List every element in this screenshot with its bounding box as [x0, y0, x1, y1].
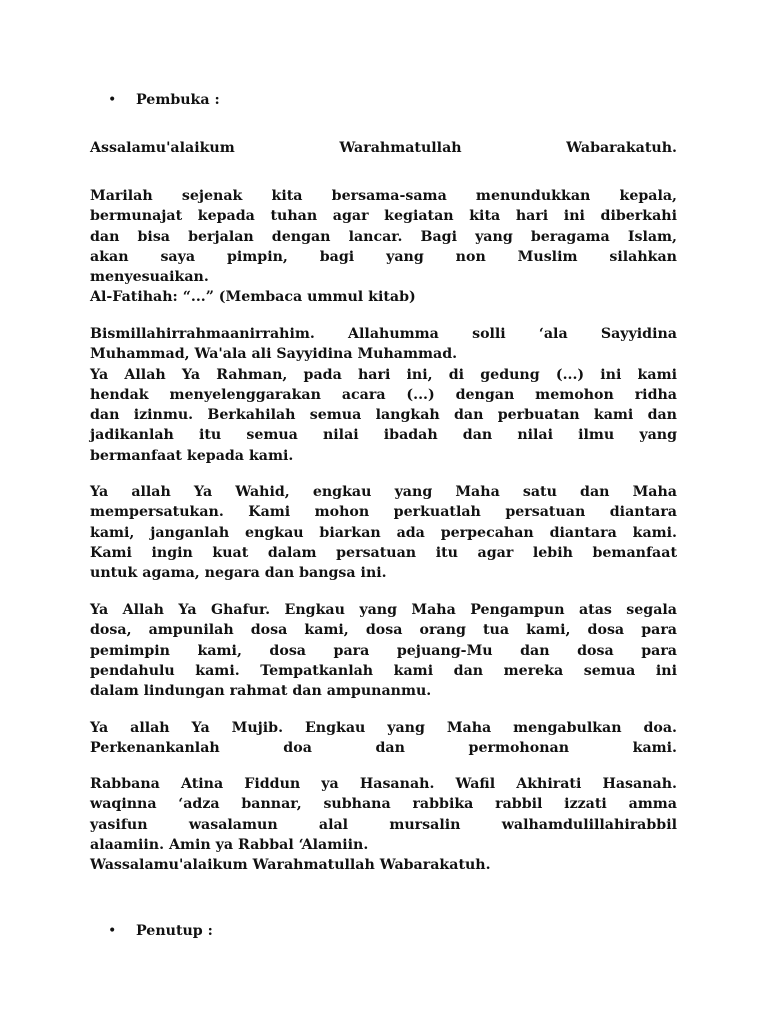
- text-line: Ya Allah Ya Ghafur. Engkau yang Maha Pengampun atas segala: [90, 602, 677, 618]
- text-line: pemimpin kami, dosa para pejuang-Mu dan dosa para: [90, 642, 677, 659]
- text-line: Muhammad, Wa'ala ali Sayyidina Muhammad.: [90, 346, 458, 363]
- paragraph-ya-rahman: [90, 324, 677, 466]
- closing-heading: Penutup :: [136, 923, 213, 939]
- text-line: mempersatukan. Kami mohon perkuatlah persatuan diantara: [90, 504, 677, 521]
- text-line: waqinna ‘adza bannar, subhana rabbika rabbil izzati amma: [90, 796, 677, 813]
- text-line: Bismillahirrahmaanirrahim. Allahumma solli ‘ala Sayyidina: [90, 326, 677, 342]
- text-line: Wassalamu'alaikum Warahmatullah Wabarakatuh.: [90, 857, 491, 874]
- paragraph-ya-ghafur: [90, 600, 677, 701]
- text-line: Ya allah Ya Mujib. Engkau yang Maha mengabulkan doa.: [90, 720, 677, 736]
- greeting-line: Assalamu'alaikum Warahmatullah Wabarakatuh.: [90, 140, 677, 156]
- text-line: pendahulu kami. Tempatkanlah kami dan mereka semua ini: [90, 662, 677, 679]
- text-line: jadikanlah itu semua nilai ibadah dan nilai ilmu yang: [90, 427, 677, 444]
- text-line: Al-Fatihah: “...” (Membaca ummul kitab): [90, 289, 416, 306]
- text-line: Rabbana Atina Fiddun ya Hasanah. Wafil Akhirati Hasanah.: [90, 776, 677, 792]
- text-line: bermunajat kepada tuhan agar kegiatan kita hari ini diberkahi: [90, 208, 677, 225]
- text-line: Ya allah Ya Wahid, engkau yang Maha satu dan Maha: [90, 484, 677, 500]
- bullet-closing: [108, 921, 213, 941]
- text-line: bermanfaat kepada kami.: [90, 447, 294, 464]
- text-line: Marilah sejenak kita bersama-sama menundukkan kepala,: [90, 188, 677, 204]
- text-line: kami, janganlah engkau biarkan ada perpecahan diantara kami.: [90, 524, 677, 541]
- text-line: menyesuaikan.: [90, 269, 209, 286]
- paragraph-invitation: [90, 186, 677, 308]
- text-line: Perkenankanlah doa dan permohonan kami.: [90, 740, 677, 757]
- text-line: akan saya pimpin, bagi yang non Muslim silahkan: [90, 248, 677, 265]
- opening-heading: Pembuka :: [136, 92, 220, 108]
- text-line: Kami ingin kuat dalam persatuan itu agar lebih bemanfaat: [90, 544, 677, 561]
- text-line: hendak menyelenggarakan acara (...) dengan memohon ridha: [90, 386, 677, 403]
- paragraph-closing-prayer: [90, 774, 677, 875]
- bullet-dot-icon: •: [108, 92, 117, 108]
- paragraph-ya-wahid: [90, 482, 677, 583]
- text-line: dosa, ampunilah dosa kami, dosa orang tua kami, dosa para: [90, 622, 677, 639]
- text-line: yasifun wasalamun alal mursalin walhamdulillahirabbil: [90, 816, 677, 833]
- text-line: alaamiin. Amin ya Rabbal ‘Alamiin.: [90, 836, 369, 853]
- text-line: untuk agama, negara dan bangsa ini.: [90, 565, 387, 582]
- text-line: dan bisa berjalan dengan lancar. Bagi yang beragama Islam,: [90, 228, 677, 245]
- paragraph-ya-mujib: [90, 718, 677, 759]
- text-line: dan izinmu. Berkahilah semua langkah dan perbuatan kami dan: [90, 407, 677, 424]
- bullet-opening: [108, 90, 220, 110]
- bullet-dot-icon: •: [108, 923, 117, 939]
- text-line: dalam lindungan rahmat dan ampunanmu.: [90, 683, 432, 700]
- text-line: Ya Allah Ya Rahman, pada hari ini, di gedung (...) ini kami: [90, 366, 677, 383]
- greeting-paragraph: [90, 138, 677, 158]
